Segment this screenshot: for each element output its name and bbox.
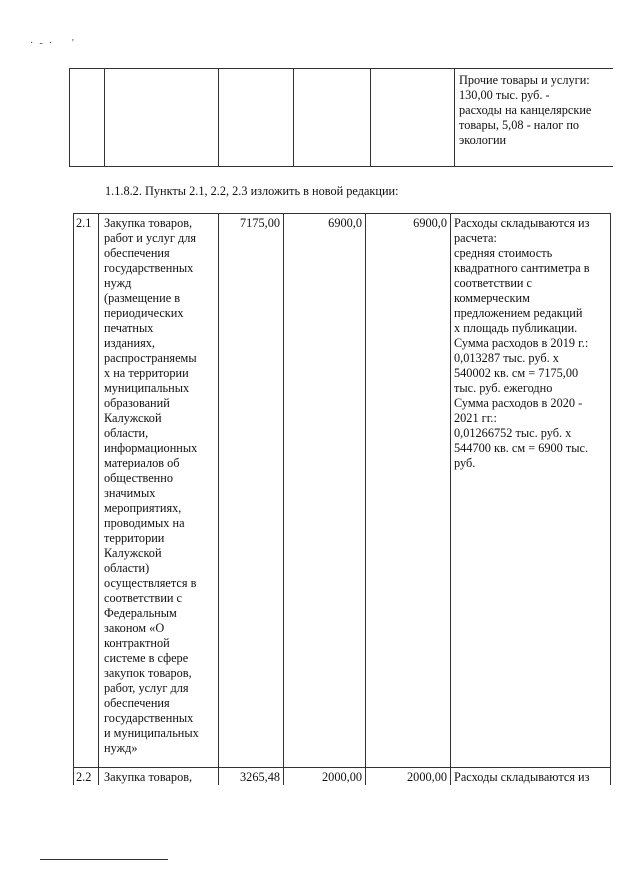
row-calculation: Расходы складываются из расчета: средняя стоимость квадратного сантиметра в соответствии с коммерческим предложением редакций х площадь публикации. Сумма расходов в 2019 г.: 0,013287 тыс. руб. х 540002 кв. см = 7175,00 тыс. руб. ежегодно Сумма расходов в 2020 - 2021 гг.: 0,01266752 тыс. руб. х 544700 кв. см = 6900 тыс. руб. xyxy=(454,216,590,470)
row-value-2020: 6900,0 xyxy=(328,216,362,230)
row-value-2019: 7175,00 xyxy=(240,216,280,230)
footnote-separator xyxy=(40,859,168,860)
scan-specks: ·-· ' xyxy=(30,38,80,49)
row-value-2020: 2000,00 xyxy=(322,770,362,784)
amendment-paragraph: 1.1.8.2. Пункты 2.1, 2.2, 2.3 изложить в новой редакции: xyxy=(105,184,399,198)
row-name: Закупка товаров, xyxy=(104,770,193,784)
row-value-2021: 6900,0 xyxy=(413,216,447,230)
row-number: 2.2 xyxy=(76,770,92,784)
row-value-2019: 3265,48 xyxy=(240,770,280,784)
top-table-remark: Прочие товары и услуги: 130,00 тыс. руб. - расходы на канцелярские товары, 5,08 - налог по экологии xyxy=(459,73,592,147)
row-name: Закупка товаров, работ и услуг для обеспечения государственных нужд (размещение в периодических печатных изданиях, распространяемы х на территории муниципальных образований Калужской области, информационных материалов об общественно значимых мероприятиях, проводимых на территории Калужской области) осуществляется в соответствии с Федеральным законом «О контрактной системе в сфере закупок товаров, работ, услуг для обеспечения государственных и муниципальных нужд» xyxy=(104,216,199,755)
row-number: 2.1 xyxy=(76,216,92,230)
row-calculation: Расходы складываются из xyxy=(454,770,590,784)
row-value-2021: 2000,00 xyxy=(407,770,447,784)
